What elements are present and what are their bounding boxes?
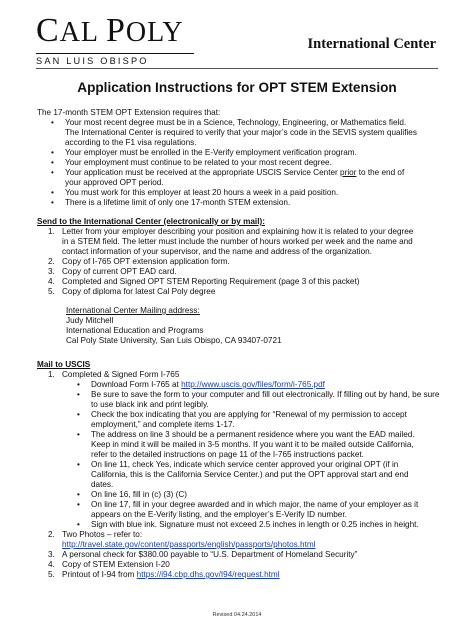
list-item-text: appears on the E-Verify listing, and the employer’s E-Verify ID number. (91, 510, 347, 519)
list-item-text: Copy of current OPT EAD card. (62, 267, 177, 276)
list-item-text: Completed & Signed Form I-765 (62, 370, 180, 379)
list-item-cont (37, 440, 444, 450)
list-item-text: Copy of STEM Extension I-20 (62, 560, 170, 569)
list-item-text: Be sure to save the form to your computer and fill out electronically. If filling out by hand, be sure (91, 390, 440, 399)
item-number: 5. (48, 570, 55, 579)
list-item-cont (37, 450, 444, 460)
list-item (37, 257, 444, 267)
logo-subtitle: SAN LUIS OBISPO (36, 56, 149, 66)
list-item-text: A personal check for $380.00 payable to “U.S. Department of Homeland Security” (62, 550, 358, 559)
list-item-text: Copy of diploma for latest Cal Poly degree (62, 287, 216, 296)
mailing-dept: International Education and Programs (66, 326, 204, 335)
list-item-text: Two Photos – refer to: (62, 530, 143, 539)
international-center-title: International Center (307, 36, 436, 52)
passport-photos-link[interactable]: http://travel.state.gov/content/passports/english/passports/photos.html (62, 540, 316, 549)
logo-wordmark (36, 14, 196, 50)
list-item-cont (37, 247, 444, 257)
list-item-text: employment,” and complete items 1-17. (91, 420, 235, 429)
list-item-text: The International Center is required to verify that your major’s code in the SEVIS system qualifies (65, 128, 417, 137)
i765-form-link[interactable]: http://www.uscis.gov/files/form/i-765.pdf (181, 380, 325, 389)
i94-link[interactable]: https://i94.cbp.dhs.gov/I94/request.html (136, 570, 280, 579)
item-number: 4. (48, 277, 55, 286)
i765-bullets (37, 380, 444, 530)
list-item (37, 490, 444, 500)
list-item (37, 500, 444, 510)
intro-text: The 17-month STEM OPT Extension requires that: (37, 108, 221, 117)
list-item (37, 267, 444, 277)
mailing-address-block (37, 306, 444, 346)
list-item-text: On line 17, fill in your degree awarded and in which major, the name of your employer as it (91, 500, 419, 509)
list-item-text: Keep in mind it will be mailed in 3-5 months. If you want it to be mailed outside California, (91, 440, 414, 449)
list-item (37, 410, 444, 420)
list-item-text: dates. (91, 480, 114, 489)
list-item-text: to the end of (356, 168, 405, 177)
list-item-text: Your application must be received at the appropriate USCIS Service Center (65, 168, 341, 177)
send-list (37, 227, 444, 297)
list-item-text: contact information of your supervisor, and the name and address of the organization. (62, 247, 372, 256)
list-item (37, 277, 444, 287)
list-item-cont (37, 420, 444, 430)
list-item-text: Download Form I-765 at (91, 380, 182, 389)
list-item-text: Check the box indicating that you are applying for “Renewal of my permission to accept (91, 410, 407, 419)
list-item-text: your approved OPT period. (65, 178, 164, 187)
list-item-text: Your most recent degree must be in a Science, Technology, Engineering, or Mathematics field. (65, 118, 407, 127)
list-item-cont (37, 178, 444, 188)
requirements-list (37, 118, 444, 208)
emphasis-prior: prior (340, 168, 357, 177)
list-item (37, 118, 444, 128)
item-number: 4. (48, 560, 55, 569)
send-section-heading: Send to the International Center (electronically or by mail): (37, 217, 265, 226)
list-item (37, 460, 444, 470)
list-item-cont (37, 400, 444, 410)
list-item (37, 530, 444, 540)
document-title: Application Instructions for OPT STEM Extension (77, 80, 397, 95)
logo-divider (36, 53, 194, 54)
item-number: 2. (48, 257, 55, 266)
item-number: 2. (48, 530, 55, 539)
list-item (37, 287, 444, 297)
list-item-text: You must work for this employer at least 20 hours a week in a paid position. (65, 188, 339, 197)
list-item (37, 188, 444, 198)
header-divider (36, 68, 438, 69)
list-item (37, 198, 444, 208)
document-body (37, 108, 444, 580)
item-number: 1. (48, 370, 55, 379)
list-item-text: according to the F1 visa regulations. (65, 138, 197, 147)
list-item-text: The address on line 3 should be a permanent residence where you want the EAD mailed. (91, 430, 415, 439)
list-item (37, 570, 444, 580)
mail-section-heading: Mail to USCIS (37, 360, 91, 369)
item-number: 3. (48, 550, 55, 559)
list-item (37, 168, 444, 178)
list-item-text: Completed and Signed OPT STEM Reporting Requirement (page 3 of this packet) (62, 277, 360, 286)
list-item-cont (37, 237, 444, 247)
list-item-text: Sign with blue ink. Signature must not exceed 2.5 inches in length or 0.25 inches in height. (91, 520, 419, 529)
list-item-text: Your employment must continue to be related to your most recent degree. (65, 158, 332, 167)
list-item (37, 370, 444, 380)
item-number: 3. (48, 267, 55, 276)
list-item (37, 560, 444, 570)
list-item-text: On line 16, fill in (c) (3) (C) (91, 490, 187, 499)
list-item (37, 390, 444, 400)
list-item (37, 430, 444, 440)
list-item (37, 148, 444, 158)
list-item-text: Letter from your employer describing your position and explaining how it is related to your degree (62, 227, 414, 236)
list-item-text: There is a lifetime limit of only one 17-month STEM extension. (65, 198, 291, 207)
list-item-text: refer to the detailed instructions on page 11 of the I-765 instructions packet. (91, 450, 364, 459)
list-item (37, 227, 444, 237)
logo-letters: AL (59, 17, 106, 48)
item-number: 5. (48, 287, 55, 296)
mailing-address: Cal Poly State University, San Luis Obispo, CA 93407-0721 (66, 336, 282, 345)
logo-letters: OLY (125, 17, 184, 48)
list-item (37, 158, 444, 168)
list-item-text: California, this is the California Service Center.) and put the OPT approval start and end (91, 470, 409, 479)
list-item (37, 520, 444, 530)
mailing-name: Judy Mitchell (66, 316, 114, 325)
list-item-cont (37, 510, 444, 520)
list-item (37, 550, 444, 560)
list-item-text: Your employer must be enrolled in the E-Verify employment verification program. (65, 148, 357, 157)
list-item-cont (37, 128, 444, 138)
list-item-text: to use black ink and print legibly. (91, 400, 209, 409)
list-item-text: On line 11, check Yes, indicate which service center approved your original OPT (if in (91, 460, 399, 469)
list-item-text: Copy of I-765 OPT extension application form. (62, 257, 230, 266)
item-number: 1. (48, 227, 55, 236)
list-item-text: Printout of I-94 from (62, 570, 137, 579)
list-item-cont (37, 470, 444, 480)
list-item-text: in a STEM field. The letter must include the number of hours worked per week and the name and (62, 237, 413, 246)
revised-date: Revised 04.24.2014 (212, 612, 262, 618)
list-item-cont (37, 540, 444, 550)
logo-letter: P (105, 12, 126, 49)
mailing-address-heading: International Center Mailing address: (66, 306, 200, 315)
list-item-cont (37, 480, 444, 490)
list-item-cont (37, 138, 444, 148)
list-item (37, 380, 444, 390)
cal-poly-logo (36, 14, 196, 66)
logo-letter: C (36, 12, 60, 49)
